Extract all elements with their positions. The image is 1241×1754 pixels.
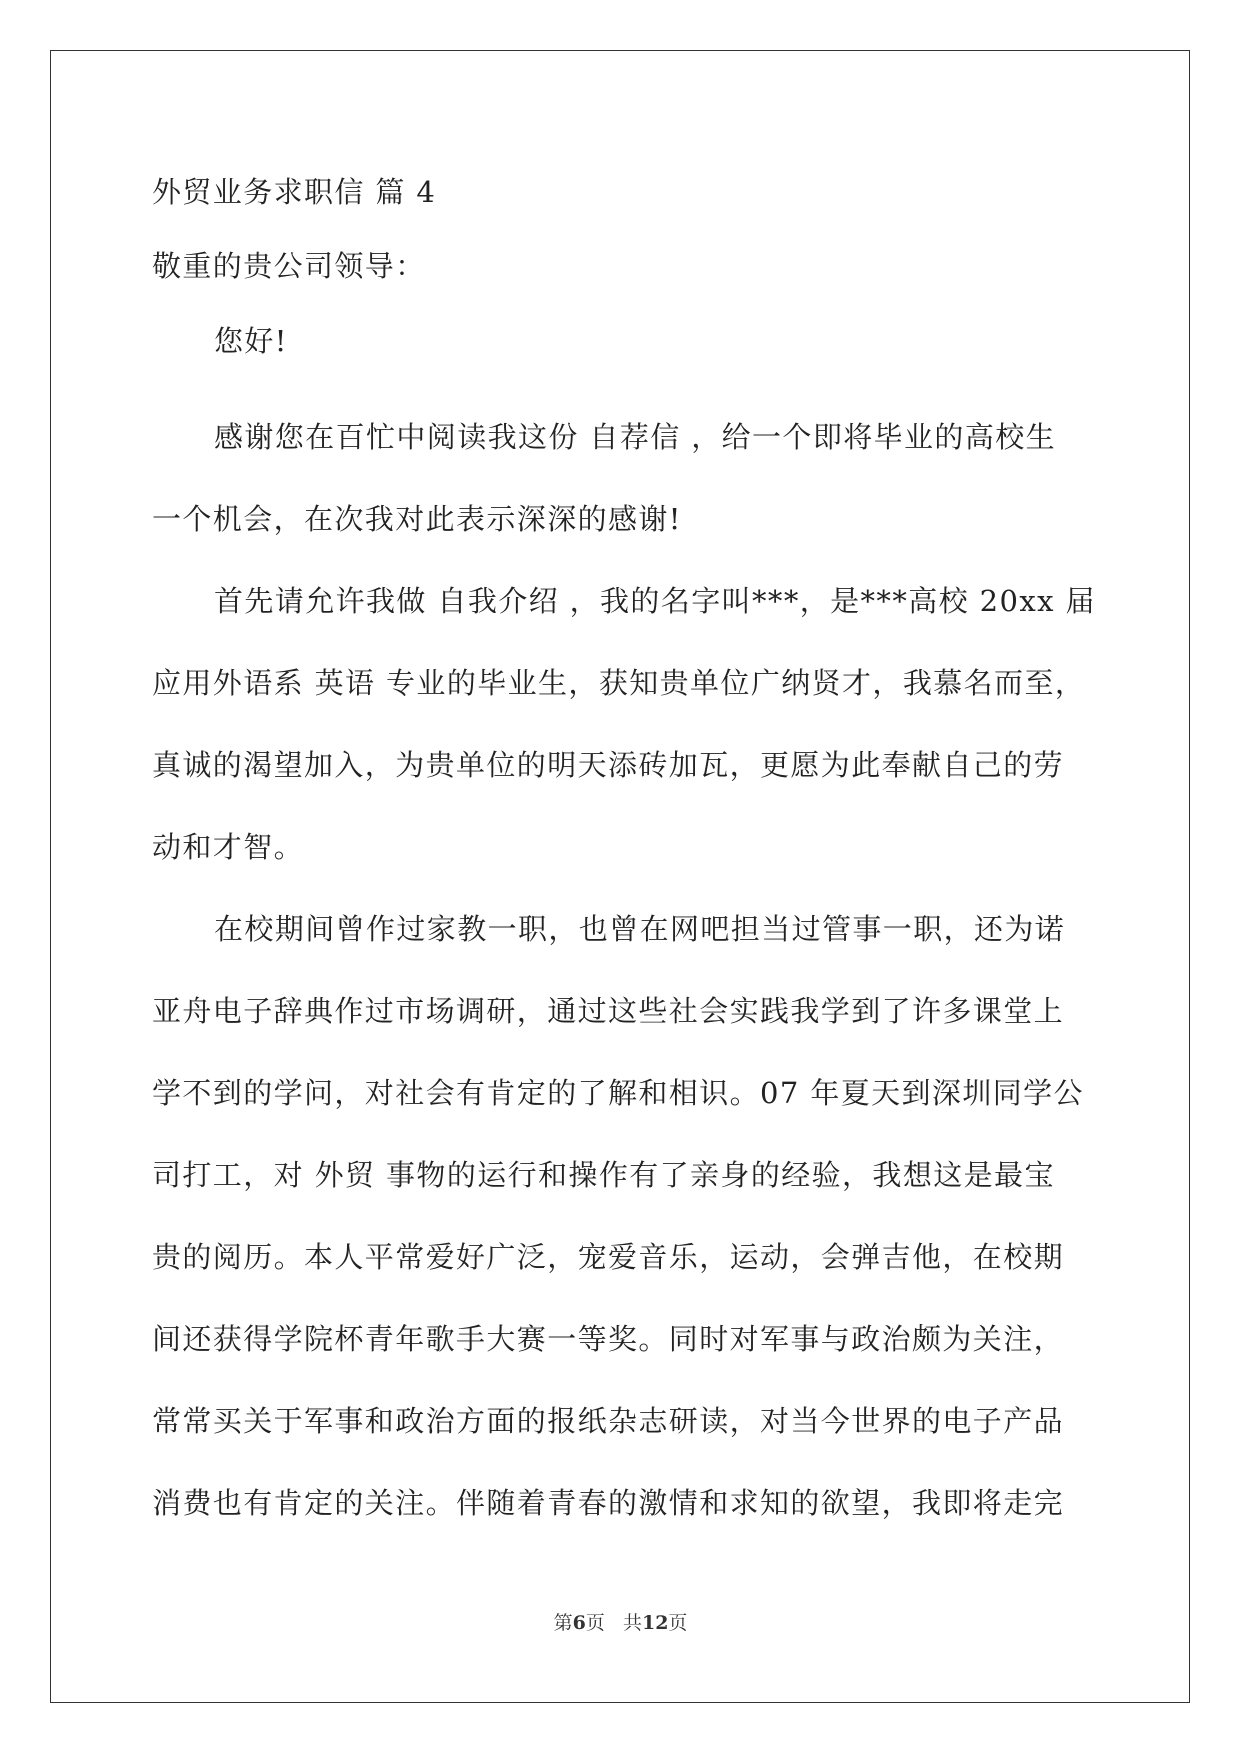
body-line: 亚舟电子辞典作过市场调研，通过这些社会实践我学到了许多课堂上: [152, 994, 1065, 1028]
body-line: 真诚的渴望加入，为贵单位的明天添砖加瓦，更愿为此奉献自己的劳: [152, 748, 1065, 782]
body-line: 在校期间曾作过家教一职，也曾在网吧担当过管事一职，还为诺: [214, 912, 1066, 946]
body-line: 消费也有肯定的关注。伴随着青春的激情和求知的欲望，我即将走完: [152, 1486, 1065, 1520]
body-line: 常常买关于军事和政治方面的报纸杂志研读，对当今世界的电子产品: [152, 1404, 1065, 1438]
footer-total-prefix: 共: [622, 1612, 642, 1634]
total-pages-number: 12: [641, 1612, 669, 1634]
greeting: 您好!: [214, 324, 288, 358]
salutation: 敬重的贵公司领导：: [152, 249, 426, 283]
footer-prefix: 第: [553, 1612, 573, 1634]
body-line: 感谢您在百忙中阅读我这份 自荐信 ，给一个即将毕业的高校生: [214, 420, 1057, 454]
footer-total-suffix: 页: [668, 1612, 688, 1634]
body-line: 应用外语系 英语 专业的毕业生，获知贵单位广纳贤才，我慕名而至，: [152, 666, 1086, 700]
page-border: [50, 50, 1190, 1703]
body-line: 司打工，对 外贸 事物的运行和操作有了亲身的经验，我想这是最宝: [152, 1158, 1055, 1192]
page-footer: [0, 1608, 1241, 1635]
body-line: 首先请允许我做 自我介绍 ，我的名字叫***，是***高校 20xx 届: [214, 584, 1096, 618]
footer-page-suffix: 页: [585, 1612, 605, 1634]
body-line: 学不到的学问，对社会有肯定的了解和相识。07 年夏天到深圳同学公: [152, 1076, 1084, 1110]
body-line: 贵的阅历。本人平常爱好广泛，宠爱音乐，运动，会弹吉他，在校期: [152, 1240, 1065, 1274]
body-line: 动和才智。: [152, 830, 305, 864]
current-page-number: 6: [572, 1612, 586, 1634]
document-title: 外贸业务求职信 篇 4: [152, 175, 437, 209]
body-line: 一个机会，在次我对此表示深深的感谢!: [152, 502, 682, 536]
body-line: 间还获得学院杯青年歌手大赛一等奖。同时对军事与政治颇为关注，: [152, 1322, 1065, 1356]
